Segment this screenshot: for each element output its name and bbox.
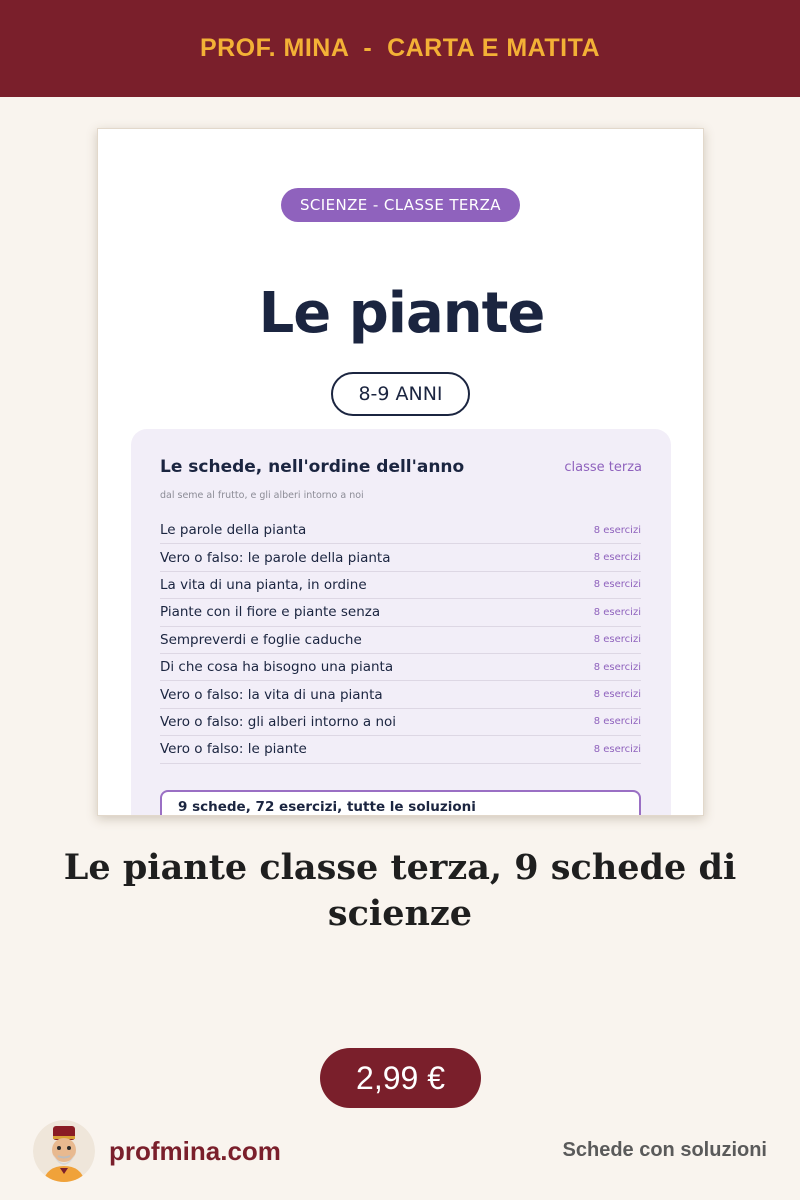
worksheet-title: Le piante: [258, 281, 545, 346]
item-count: 8 esercizi: [593, 552, 641, 564]
item-count: 8 esercizi: [593, 716, 641, 728]
list-heading: Le schede, nell'ordine dell'anno: [160, 457, 465, 477]
list-item: [160, 627, 641, 654]
item-title: Piante con il fiore e piante senza: [160, 604, 381, 621]
list-item: [160, 572, 641, 599]
product-preview-card[interactable]: [97, 128, 704, 816]
list-item: [160, 654, 641, 681]
item-count: 8 esercizi: [593, 689, 641, 701]
list-item: [160, 517, 641, 544]
item-title: Vero o falso: la vita di una pianta: [160, 686, 383, 703]
class-tag: classe terza: [564, 460, 642, 475]
worksheet-list-panel: [131, 429, 671, 816]
item-count: 8 esercizi: [593, 743, 641, 755]
item-title: Vero o falso: gli alberi intorno a noi: [160, 713, 397, 730]
item-title: Le parole della pianta: [160, 522, 307, 539]
subject-badge: SCIENZE - CLASSE TERZA: [281, 188, 520, 222]
header-bar: [0, 0, 800, 97]
age-badge: 8-9 ANNI: [331, 372, 470, 416]
item-title: Di che cosa ha bisogno una pianta: [160, 659, 394, 676]
item-title: Sempreverdi e foglie caduche: [160, 631, 362, 648]
list-item: [160, 599, 641, 626]
item-count: 8 esercizi: [593, 579, 641, 591]
list-item: [160, 681, 641, 708]
item-title: La vita di una pianta, in ordine: [160, 576, 367, 593]
brand-link[interactable]: profmina.com: [109, 1136, 281, 1166]
summary-text: 9 schede, 72 esercizi, tutte le soluzioni: [178, 799, 476, 815]
list-item: [160, 544, 641, 571]
item-title: Vero o falso: le parole della pianta: [160, 549, 391, 566]
header-title: PROF. MINA - CARTA E MATITA: [199, 34, 601, 62]
list-item: [160, 736, 641, 763]
item-title: Vero o falso: le piante: [160, 741, 307, 758]
list-item: [160, 709, 641, 736]
list-subtitle: dal seme al frutto, e gli alberi intorno a noi: [160, 490, 364, 501]
item-count: 8 esercizi: [593, 524, 641, 536]
price-button[interactable]: 2,99 €: [320, 1048, 481, 1108]
tagline: Schede con soluzioni: [562, 1139, 767, 1161]
item-count: 8 esercizi: [593, 606, 641, 618]
worksheet-list: [160, 517, 641, 764]
professor-avatar-icon: [33, 1120, 95, 1182]
item-count: 8 esercizi: [593, 661, 641, 673]
item-count: 8 esercizi: [593, 634, 641, 646]
product-title: Le piante classe terza, 9 schede di scienze: [63, 847, 737, 934]
summary-box: [160, 790, 641, 816]
